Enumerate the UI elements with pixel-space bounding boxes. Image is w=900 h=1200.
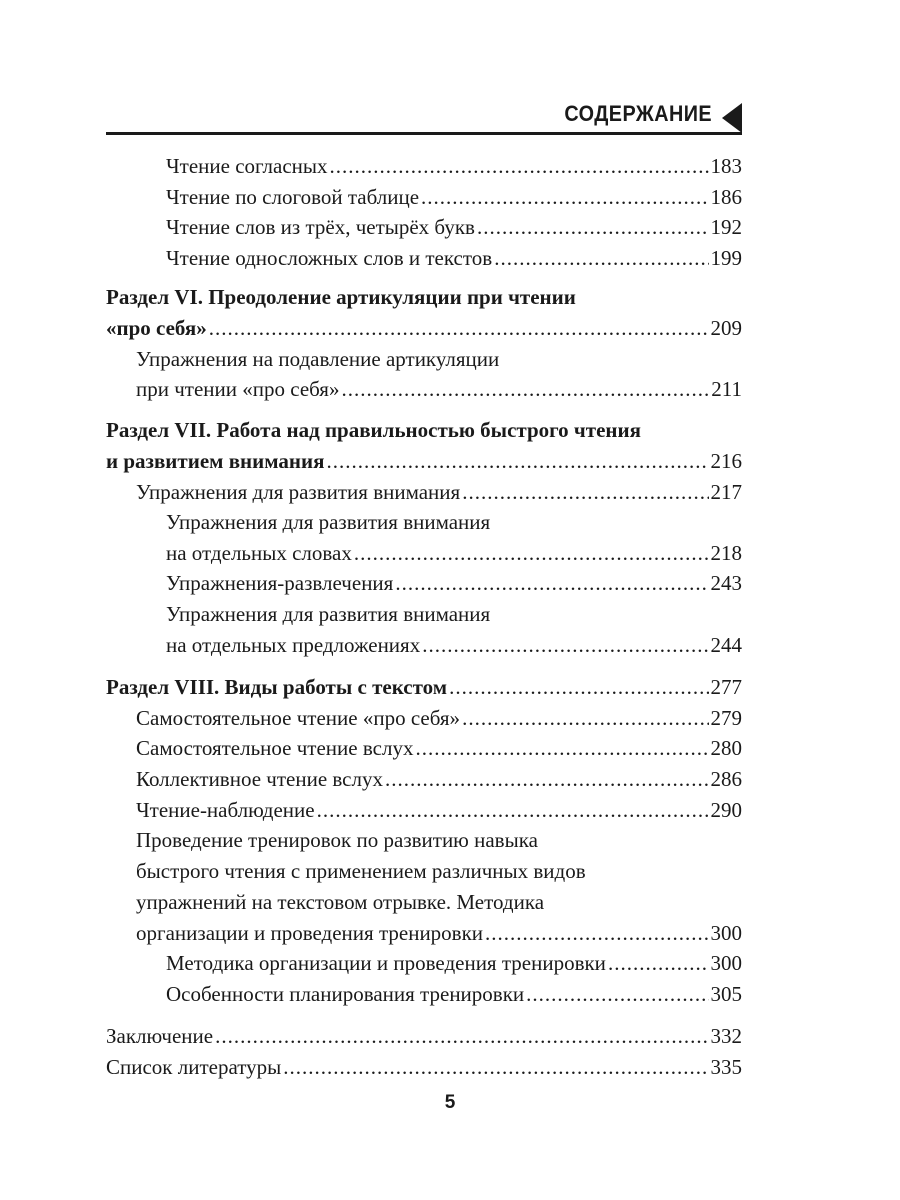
toc-entry-page: 209 <box>710 316 742 340</box>
toc-entry-title: Коллективное чтение вслух <box>136 767 383 791</box>
toc-entry-title: Самостоятельное чтение «про себя» <box>136 706 461 730</box>
toc-entry-page: 217 <box>710 480 742 504</box>
toc-entry[interactable] <box>106 630 742 661</box>
toc-entry-title: Упражнения-развлечения <box>166 571 394 595</box>
page-number: 5 <box>444 1092 456 1113</box>
toc-entry-title: на отдельных предложениях <box>166 633 421 657</box>
toc-entry-page: 290 <box>710 798 742 822</box>
toc-entry[interactable] <box>106 795 742 826</box>
toc-entry-title: Проведение тренировок по развитию навыка <box>136 828 538 852</box>
toc-leader-dots <box>477 212 709 243</box>
toc-entry[interactable] <box>106 212 742 243</box>
toc-entry[interactable] <box>106 344 742 375</box>
toc-entry-page: 243 <box>710 571 742 595</box>
toc-leader-dots <box>395 568 708 599</box>
toc-entry-title: Особенности планирования тренировки <box>166 982 525 1006</box>
toc-leader-dots <box>608 948 709 979</box>
header-rule <box>106 132 742 135</box>
toc-leader-dots <box>462 703 708 734</box>
toc-entry[interactable] <box>106 733 742 764</box>
toc-leader-dots <box>421 182 708 213</box>
toc-entry-title: Методика организации и проведения тренировки <box>166 951 606 975</box>
toc-entry[interactable] <box>106 507 742 538</box>
toc-entry-title: Раздел VIII. Виды работы с текстом <box>106 675 448 699</box>
toc-entry[interactable] <box>106 1021 742 1052</box>
toc-entry-page: 332 <box>710 1024 742 1048</box>
header-triangle-marker <box>722 103 742 133</box>
toc-entry-page: 186 <box>710 185 742 209</box>
toc-leader-dots <box>422 630 708 661</box>
toc-entry-title: Упражнения для развития внимания <box>166 602 491 626</box>
toc-entry[interactable] <box>106 477 742 508</box>
header-title: СОДЕРЖАНИЕ <box>564 101 712 126</box>
toc-entry-page: 335 <box>710 1055 742 1079</box>
toc-entry-title: на отдельных словах <box>166 541 352 565</box>
toc-entry[interactable] <box>106 703 742 734</box>
toc-entry[interactable] <box>106 538 742 569</box>
toc-entry[interactable] <box>106 948 742 979</box>
toc-entry-title: Упражнения на подавление артикуляции <box>136 347 500 371</box>
toc-entry-title: Упражнения для развития внимания <box>136 480 461 504</box>
toc-entry-page: 244 <box>710 633 742 657</box>
toc-entry[interactable] <box>106 764 742 795</box>
toc-entry-page: 218 <box>710 541 742 565</box>
toc-entry-title: Список литературы <box>106 1055 282 1079</box>
toc-leader-dots <box>415 733 708 764</box>
toc-leader-dots <box>209 313 709 344</box>
toc-entry-page: 300 <box>710 921 742 945</box>
toc-entry-title: Раздел VII. Работа над правильностью быстрого чтения <box>106 418 641 442</box>
toc-entry[interactable] <box>106 856 742 887</box>
toc-entry[interactable] <box>106 1052 742 1083</box>
toc-entry-title: Чтение согласных <box>166 154 328 178</box>
toc-section-entry[interactable] <box>106 446 742 477</box>
toc-entry[interactable] <box>106 182 742 213</box>
toc-entry[interactable] <box>106 887 742 918</box>
toc-entry-title: и развитием внимания <box>106 449 325 473</box>
toc-entry-title: Чтение односложных слов и текстов <box>166 246 493 270</box>
toc-entry-page: 183 <box>710 154 742 178</box>
toc-leader-dots <box>385 764 709 795</box>
toc-entry[interactable] <box>106 568 742 599</box>
toc-entry[interactable] <box>106 151 742 182</box>
toc-entry-page: 216 <box>710 449 742 473</box>
toc-leader-dots <box>449 672 708 703</box>
toc-entry-title: «про себя» <box>106 316 207 340</box>
toc-entry-title: быстрого чтения с применением различных видов <box>136 859 586 883</box>
toc-entry-title: упражнений на текстовом отрывке. Методика <box>136 890 545 914</box>
toc-entry-title: Чтение слов из трёх, четырёх букв <box>166 215 475 239</box>
toc-leader-dots <box>485 918 708 949</box>
toc-entry-title: при чтении «про себя» <box>136 377 340 401</box>
toc-entry-title: Чтение по слоговой таблице <box>166 185 420 209</box>
toc-entry-title: Упражнения для развития внимания <box>166 510 491 534</box>
toc-entry-page: 277 <box>710 675 742 699</box>
toc-leader-dots <box>326 446 708 477</box>
toc-section-entry[interactable] <box>106 672 742 703</box>
toc-entry-page: 305 <box>710 982 742 1006</box>
toc-entry[interactable] <box>106 825 742 856</box>
toc-entry-page: 286 <box>710 767 742 791</box>
toc-entry-title: Заключение <box>106 1024 214 1048</box>
toc-entry[interactable] <box>106 918 742 949</box>
toc-entry-page: 199 <box>710 246 742 270</box>
toc-leader-dots <box>526 979 708 1010</box>
toc-entry-page: 280 <box>710 736 742 760</box>
toc-leader-dots <box>283 1052 708 1083</box>
toc-leader-dots <box>317 795 709 826</box>
toc-leader-dots <box>341 374 709 405</box>
toc-entry[interactable] <box>106 243 742 274</box>
toc-entry-page: 192 <box>710 215 742 239</box>
toc-entry[interactable] <box>106 599 742 630</box>
toc-leader-dots <box>462 477 708 508</box>
toc-section-entry[interactable] <box>106 313 742 344</box>
toc-entry-page: 279 <box>710 706 742 730</box>
toc-entry[interactable] <box>106 374 742 405</box>
running-header <box>106 93 742 135</box>
toc-section-heading[interactable] <box>106 415 742 446</box>
toc-entry-title: Чтение-наблюдение <box>136 798 315 822</box>
toc-entry-title: Самостоятельное чтение вслух <box>136 736 414 760</box>
toc-entry-title: организации и проведения тренировки <box>136 921 484 945</box>
toc-leader-dots <box>354 538 709 569</box>
toc-entry[interactable] <box>106 979 742 1010</box>
toc-leader-dots <box>494 243 708 274</box>
toc-leader-dots <box>330 151 709 182</box>
toc-section-heading[interactable] <box>106 282 742 313</box>
toc-entry-title: Раздел VI. Преодоление артикуляции при чтении <box>106 285 576 309</box>
toc-leader-dots <box>215 1021 708 1052</box>
toc-entry-page: 211 <box>711 377 742 401</box>
toc-entry-page: 300 <box>710 951 742 975</box>
